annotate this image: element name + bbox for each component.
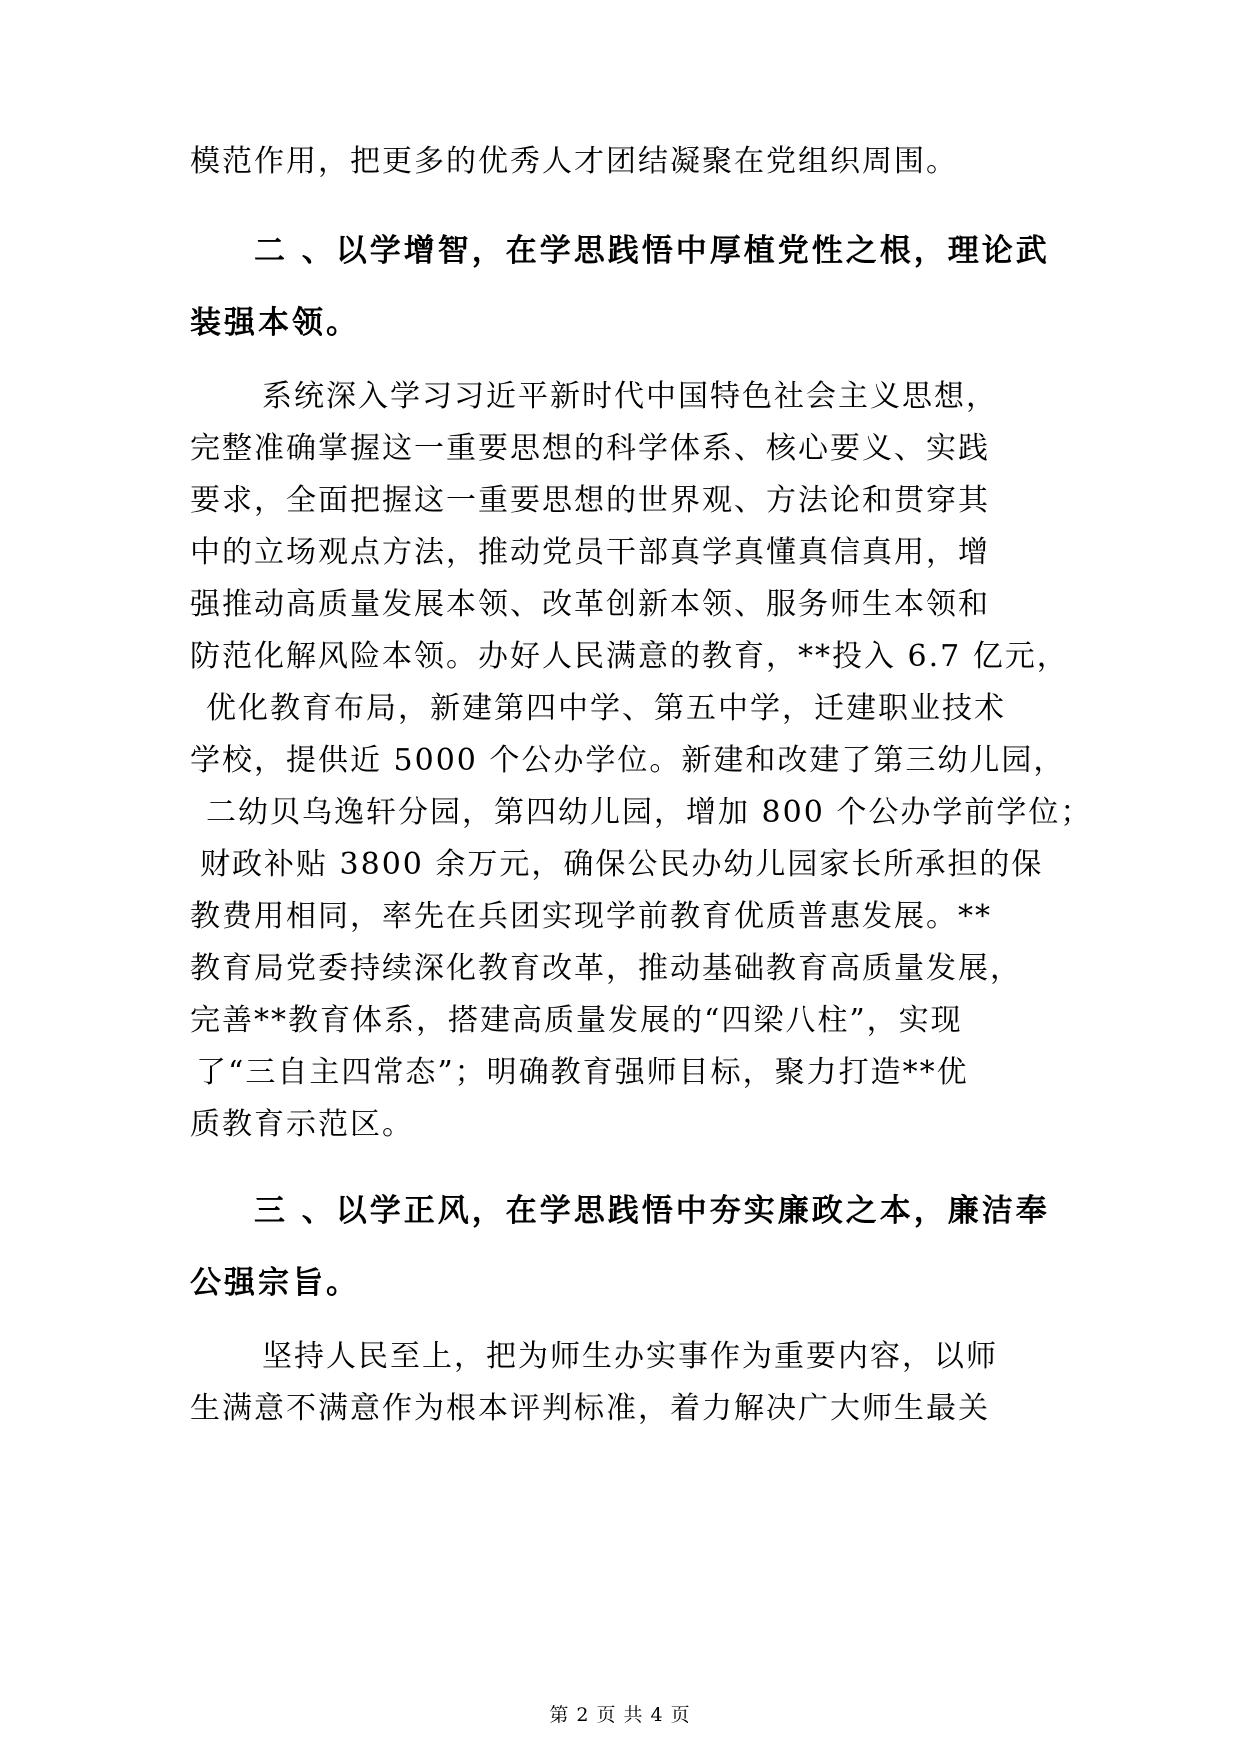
body-text-line: 生满意不满意作为根本评判标准，着力解决广大师生最关 [190, 1391, 990, 1426]
body-text-line: 优化教育布局，新建第四中学、第五中学，迁建职业技术 [206, 691, 1006, 726]
body-text-line: 财政补贴 3800 余万元，确保公民办幼儿园家长所承担的保 [200, 847, 1044, 882]
body-text-line: 完整准确掌握这一重要思想的科学体系、核心要义、实践 [190, 431, 990, 466]
body-text-line: 要求，全面把握这一重要思想的世界观、方法论和贯穿其 [190, 483, 990, 518]
body-text-line: 教育局党委持续深化教育改革，推动基础教育高质量发展， [190, 951, 1022, 986]
body-text-line: 学校，提供近 5000 个公办学位。新建和改建了第三幼儿园， [190, 743, 1066, 778]
body-text-line: 中的立场观点方法，推动党员干部真学真懂真信真用，增 [190, 535, 990, 570]
body-text-line: 了“三自主四常态”；明确教育强师目标，聚力打造**优 [196, 1055, 969, 1090]
body-text-line: 防范化解风险本领。办好人民满意的教育，**投入 6.7 亿元， [190, 639, 1069, 674]
body-text-line: 坚持人民至上，把为师生办实事作为重要内容，以师 [262, 1339, 998, 1374]
page-number-footer: 第 2 页 共 4 页 [549, 1704, 691, 1726]
section-heading-2-cont: 装强本领。 [190, 305, 360, 341]
section-heading-3: 三 、以学正风，在学思践悟中夯实廉政之本，廉洁奉 [254, 1193, 1050, 1229]
body-text-line: 强推动高质量发展本领、改革创新本领、服务师生本领和 [190, 587, 990, 622]
body-text-line: 教费用相同，率先在兵团实现学前教育优质普惠发展。** [190, 899, 992, 934]
body-text-line: 模范作用，把更多的优秀人才团结凝聚在党组织周围。 [190, 144, 958, 179]
body-text-line: 二幼贝乌逸轩分园，第四幼儿园，增加 800 个公办学前学位； [206, 795, 1093, 830]
body-text-line: 完善**教育体系，搭建高质量发展的“四梁八柱”，实现 [190, 1003, 963, 1038]
body-text-line: 系统深入学习习近平新时代中国特色社会主义思想， [262, 379, 998, 414]
section-heading-3-cont: 公强宗旨。 [190, 1265, 360, 1301]
body-text-line: 质教育示范区。 [190, 1107, 414, 1142]
section-heading-2: 二 、以学增智，在学思践悟中厚植党性之根，理论武 [254, 233, 1050, 269]
